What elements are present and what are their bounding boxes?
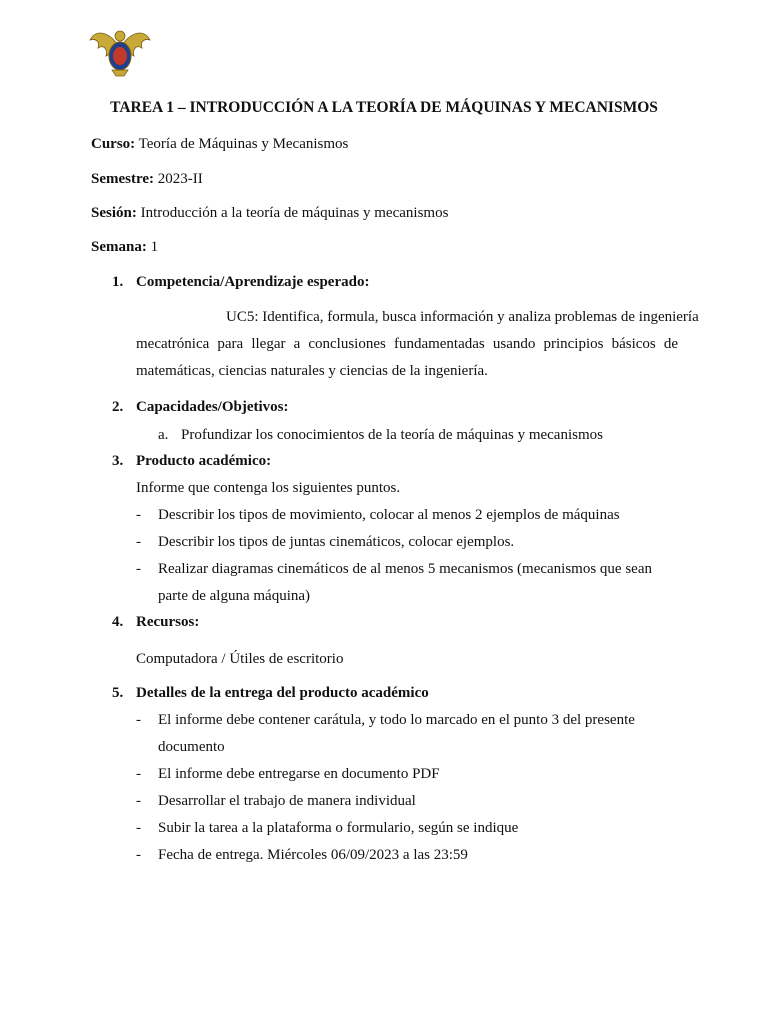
- meta-course-value: Teoría de Máquinas y Mecanismos: [138, 136, 349, 152]
- meta-week: [91, 239, 158, 256]
- list-item-text: Profundizar los conocimientos de la teoría de máquinas y mecanismos: [181, 427, 603, 443]
- list-item-text: Describir los tipos de juntas cinemáticos, colocar ejemplos.: [158, 534, 515, 550]
- section-text: Computadora / Útiles de escritorio: [136, 651, 344, 667]
- list-item: [136, 534, 514, 551]
- list-item: [136, 561, 652, 578]
- section-title: Competencia/Aprendizaje esperado:: [136, 274, 370, 290]
- meta-semester: [91, 171, 203, 188]
- paragraph-line: mecatrónica para llegar a conclusiones fundamentadas usando principios básicos de: [136, 336, 678, 352]
- dash-marker: -: [136, 793, 141, 809]
- meta-course-label: Curso:: [91, 136, 136, 152]
- meta-week-label: Semana:: [91, 239, 147, 255]
- list-item: [136, 820, 518, 837]
- meta-course: [91, 136, 348, 153]
- section-number: 1.: [112, 274, 124, 290]
- list-marker: a.: [158, 427, 169, 443]
- paragraph-line: matemáticas, ciencias naturales y ciencias de la ingeniería.: [136, 363, 488, 379]
- list-item-text: Subir la tarea a la plataforma o formulario, según se indique: [158, 820, 519, 836]
- list-item: [136, 712, 635, 729]
- dash-marker: -: [136, 561, 141, 577]
- paragraph-line: UC5: Identifica, formula, busca información y analiza problemas de ingeniería: [226, 309, 699, 325]
- list-item-continuation: parte de alguna máquina): [158, 588, 311, 604]
- list-item: [136, 793, 416, 810]
- section-title: Producto académico:: [136, 453, 272, 469]
- list-item-text: Describir los tipos de movimiento, colocar al menos 2 ejemplos de máquinas: [158, 507, 620, 523]
- dash-marker: -: [136, 534, 141, 550]
- meta-week-value: 1: [150, 239, 159, 255]
- list-item-continuation: documento: [158, 739, 225, 755]
- section-5-heading: [112, 685, 429, 702]
- section-2-heading: [112, 399, 289, 416]
- section-3-heading: [112, 453, 271, 470]
- meta-semester-value: 2023-II: [157, 171, 203, 187]
- dash-marker: -: [136, 507, 141, 523]
- dash-marker: -: [136, 766, 141, 782]
- list-item-text: El informe debe entregarse en documento PDF: [158, 766, 440, 782]
- section-4-heading: [112, 614, 199, 631]
- section-title: Detalles de la entrega del producto académico: [136, 685, 429, 701]
- list-item: [136, 507, 620, 524]
- list-item: [158, 427, 603, 444]
- meta-semester-label: Semestre:: [91, 171, 155, 187]
- list-item-text: El informe debe contener carátula, y todo lo marcado en el punto 3 del presente: [158, 712, 635, 728]
- section-number: 4.: [112, 614, 124, 630]
- section-number: 5.: [112, 685, 124, 701]
- section-number: 3.: [112, 453, 124, 469]
- section-title: Capacidades/Objetivos:: [136, 399, 289, 415]
- meta-session-value: Introducción a la teoría de máquinas y mecanismos: [140, 205, 449, 221]
- section-title: Recursos:: [136, 614, 200, 630]
- section-intro: Informe que contenga los siguientes puntos.: [136, 480, 401, 496]
- list-item-text: Realizar diagramas cinemáticos de al menos 5 mecanismos (mecanismos que sean: [158, 561, 652, 577]
- list-item: [136, 766, 440, 783]
- section-number: 2.: [112, 399, 124, 415]
- dash-marker: -: [136, 712, 141, 728]
- meta-session-label: Sesión:: [91, 205, 137, 221]
- meta-session: [91, 205, 448, 222]
- list-item-text: Fecha de entrega. Miércoles 06/09/2023 a las 23:59: [158, 847, 468, 863]
- university-crest-icon: [88, 22, 152, 78]
- list-item-text: Desarrollar el trabajo de manera individual: [158, 793, 416, 809]
- list-item: [136, 847, 468, 864]
- dash-marker: -: [136, 847, 141, 863]
- document-title: TAREA 1 – INTRODUCCIÓN A LA TEORÍA DE MÁQUINAS Y MECANISMOS: [110, 99, 658, 116]
- dash-marker: -: [136, 820, 141, 836]
- section-1-heading: [112, 274, 369, 291]
